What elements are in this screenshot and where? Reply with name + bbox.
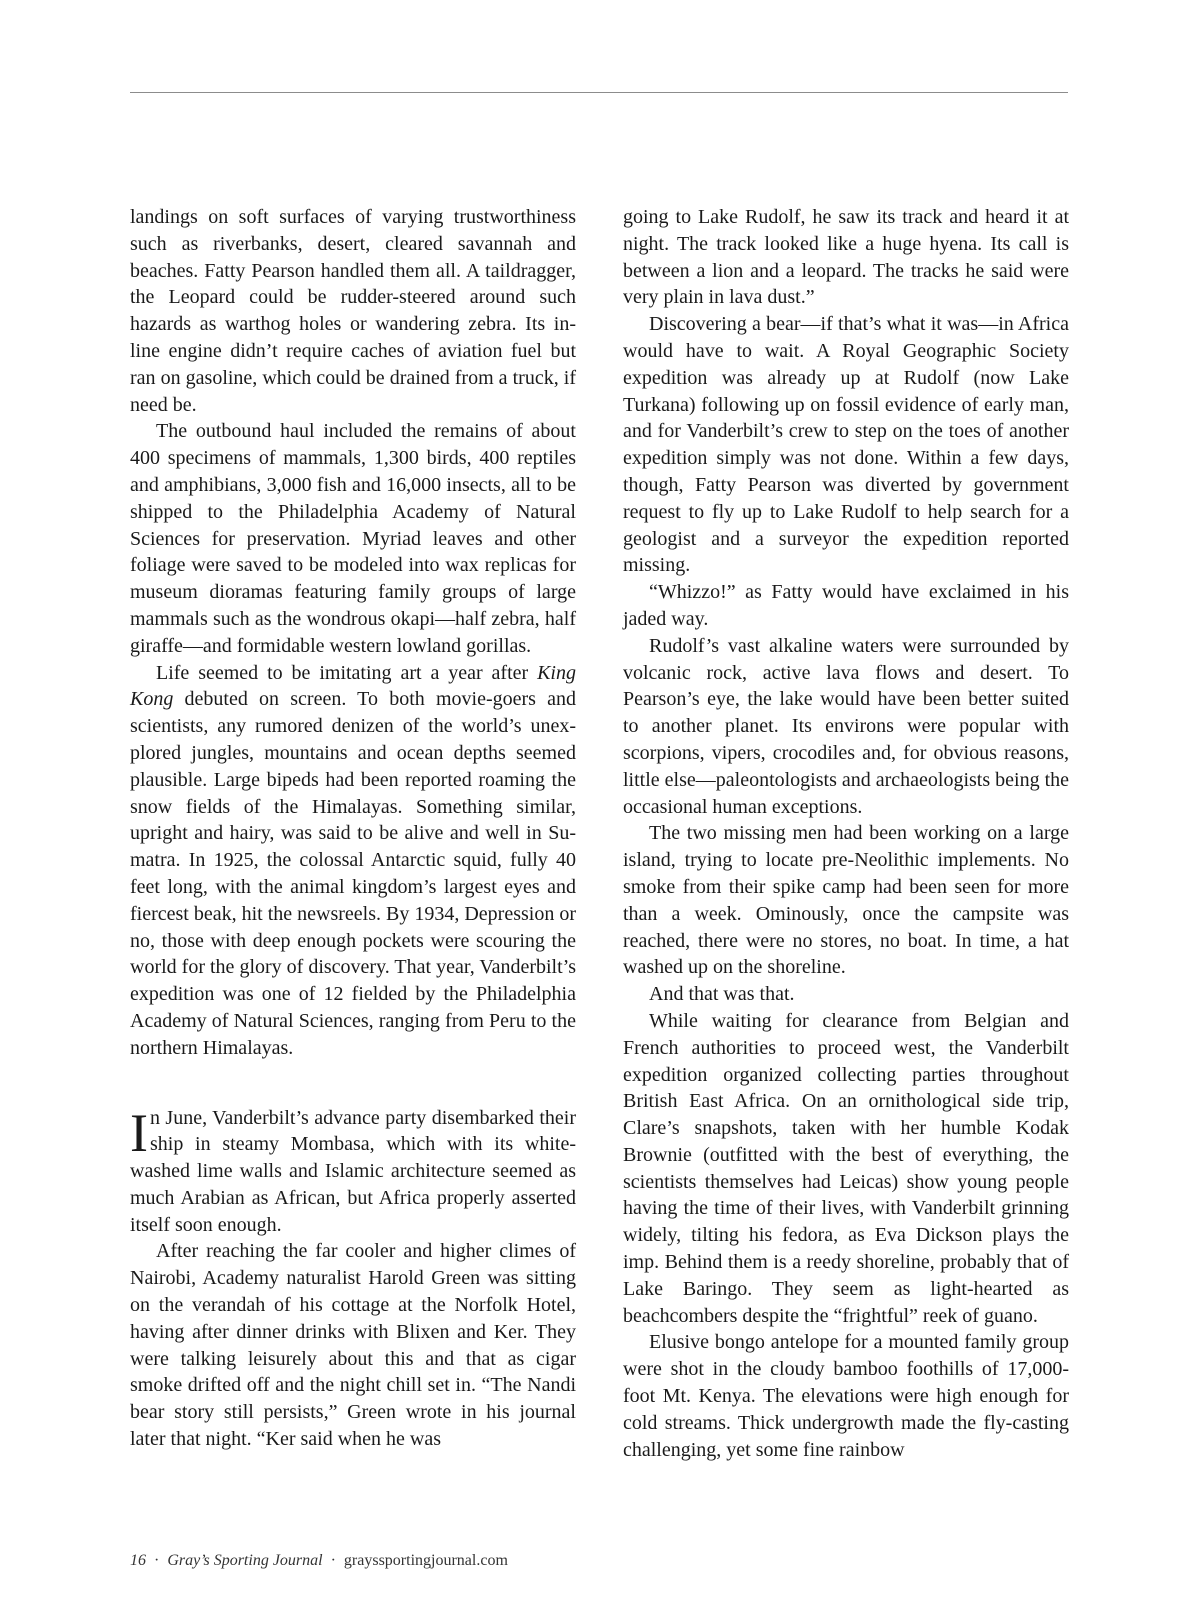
page-number: 16 xyxy=(130,1552,146,1569)
section-opening-paragraph xyxy=(130,1102,576,1239)
footer-separator: · xyxy=(154,1552,160,1569)
page-footer xyxy=(130,1552,508,1570)
paragraph xyxy=(130,660,576,1062)
right-column xyxy=(623,204,1069,1463)
drop-cap: I xyxy=(130,1102,148,1163)
magazine-name: Gray’s Sporting Journal xyxy=(167,1552,323,1569)
paragraph: landings on soft surfaces of varying trustworthiness such as riverbanks, desert, cleared savannah and beaches. Fatty Pearson handled them all. A taildragger, the Leopard could be rudder-steered around such hazards as warthog holes or wandering zebra. Its in-line engine didn’t require caches of aviation fuel but ran on gasoline, which could be drained from a truck, if need be. xyxy=(130,206,576,416)
text-run: debuted on screen. To both movie-goers and scientists, any rumored denizen of the world’s unexplored jungles, mountains and ocean depths seemed plausible. Large bipeds had been reported roaming the snow fields of the Himalayas. Something similar, upright and hairy, was said to be alive and well in Sumatra. In 1925, the colossal Antarctic squid, fully 40 feet long, with the animal kingdom’s largest eyes and fiercest beak, hit the newsreels. By 1934, Depression or no, those with deep enough pockets were scouring the world for the glory of discovery. That year, Vanderbilt’s expedition was one of 12 fielded by the Philadelphia Academy of Natural Sciences, ranging from Peru to the northern Himalayas. xyxy=(130,688,576,1059)
film-title: King Kong xyxy=(130,661,576,711)
paragraph: Elusive bongo antelope for a mounted family group were shot in the cloudy bamboo foothills of 17,000-foot Mt. Kenya. The elevations were high enough for cold streams. Thick undergrowth made the fly-casting challenging, yet some fine rainbow xyxy=(623,1331,1069,1461)
paragraph: “Whizzo!” as Fatty would have exclaimed in his jaded way. xyxy=(623,581,1069,630)
text-run: n June, Vanderbilt’s advance party disembarked their ship in steamy Mombasa, which with its white-washed lime walls and Islamic architecture seemed as much Arabian as African, but Africa properly asserted itself soon enough. xyxy=(130,1106,576,1236)
paragraph: The two missing men had been working on a large island, trying to locate pre-Neolithic implements. No smoke from their spike camp had been seen for more than a week. Ominously, once the campsite was reached, there were no stores, no boat. In time, a hat washed up on the shoreline. xyxy=(623,822,1069,979)
paragraph: going to Lake Rudolf, he saw its track and heard it at night. The track looked like a huge hyena. Its call is between a lion and a leopard. The tracks he said were very plain in lava dust.” xyxy=(623,206,1069,309)
text-run: Life seemed to be imitating art a year after xyxy=(156,661,538,684)
left-column xyxy=(130,204,576,1453)
paragraph: And that was that. xyxy=(649,983,795,1006)
footer-separator: · xyxy=(330,1552,336,1569)
header-rule xyxy=(130,92,1068,93)
website-url: grayssportingjournal.com xyxy=(343,1552,508,1569)
paragraph: Rudolf’s vast alkaline waters were surrounded by volcanic rock, active lava flows and desert. To Pearson’s eye, the lake would have been better suited to another planet. Its environs were popular with scorpions, vipers, crocodiles and, for obvious reasons, little else—paleontologists and archaeologists being the occasional human exceptions. xyxy=(623,634,1070,818)
paragraph: Discovering a bear—if that’s what it was—in Africa would have to wait. A Royal Geographic Society expedition was already up at Rudolf (now Lake Turkana) following up on fossil evidence of early man, and for Vanderbilt’s crew to step on the toes of another expedition simply was not done. Within a few days, though, Fatty Pearson was diverted by government request to fly up to Lake Rudolf to help search for a geologist and a surveyor the expedition reported missing. xyxy=(623,313,1069,577)
paragraph: After reaching the far cooler and higher climes of Nairobi, Academy naturalist Harold Green was sitting on the verandah of his cottage at the Norfolk Hotel, having after dinner drinks with Blixen and Ker. They were talking leisurely about this and that as cigar smoke drifted off and the night chill set in. “The Nandi bear story still persists,” Green wrote in his journal later that night. “Ker said when he was xyxy=(130,1240,576,1451)
paragraph: The outbound haul included the remains of about 400 specimens of mammals, 1,300 birds, 400 reptiles and amphibians, 3,000 fish and 16,000 insects, all to be shipped to the Philadelphia Academy of Natural Sciences for preservation. Myriad leaves and other foliage were saved to be modeled into wax replicas for museum dioramas featuring family groups of large mammals such as the wondrous okapi—half zebra, half giraffe—and formidable western lowland gorillas. xyxy=(130,420,576,657)
paragraph: While waiting for clearance from Belgian and French authorities to proceed west, the Vanderbilt expedition organized collecting parties throughout British East Africa. On an ornithological side trip, Clare’s snapshots, taken with her humble Kodak Brownie (outfitted with the best of everything, the scientists themselves had Leicas) show young people having the time of their lives, with Vanderbilt grinning widely, tilting his fedora, as Eva Dickson plays the imp. Behind them is a reedy shoreline, probably that of Lake Baringo. They seem as light-hearted as beachcombers despite the “frightful” reek of guano. xyxy=(623,1009,1069,1327)
